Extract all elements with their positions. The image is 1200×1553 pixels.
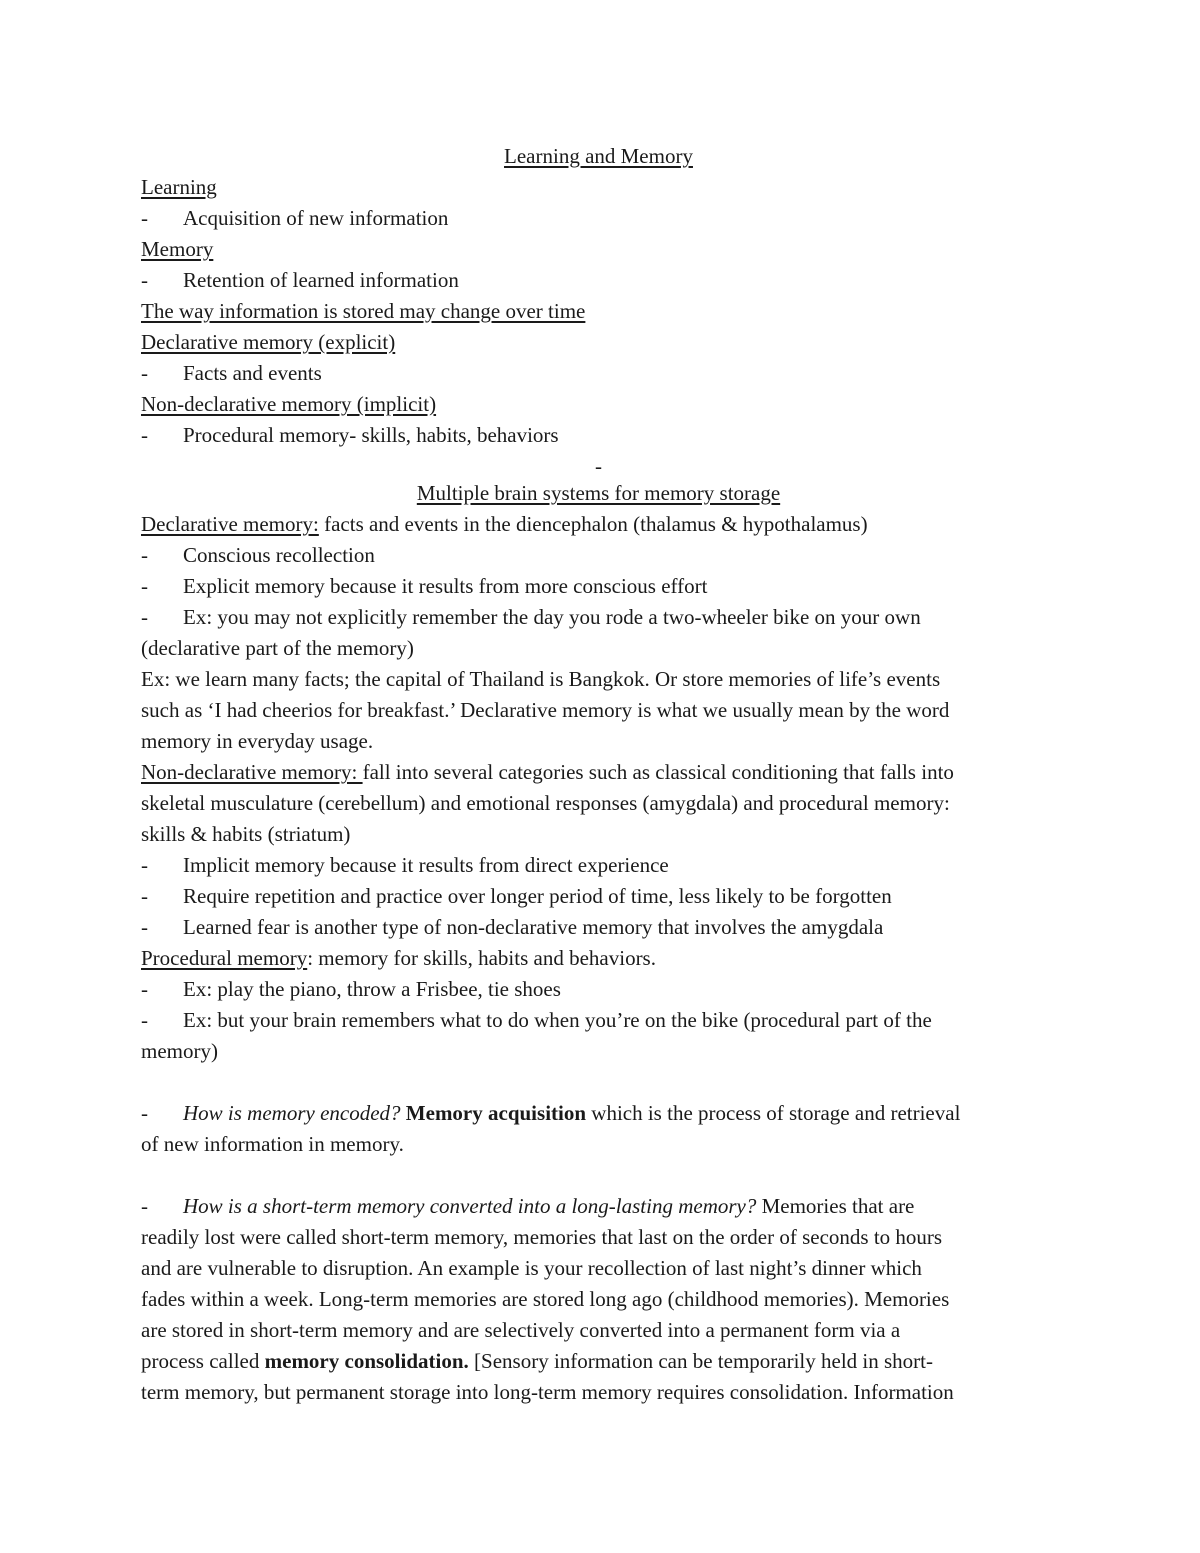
bullet-item	[141, 602, 1056, 633]
blank-line	[141, 1067, 1056, 1098]
heading-learning	[141, 172, 1056, 203]
paragraph-line: (declarative part of the memory)	[141, 636, 414, 660]
bullet-item	[141, 265, 1056, 296]
bullet-item	[141, 881, 1056, 912]
paragraph-line: term memory, but permanent storage into long-term memory requires consolidation. Information	[141, 1380, 954, 1404]
lone-dash	[141, 451, 1056, 478]
heading-memory	[141, 234, 1056, 265]
bullet-item	[141, 358, 1056, 389]
paragraph-line	[141, 1346, 1056, 1377]
blank-line	[141, 1160, 1056, 1191]
heading-storage	[141, 296, 1056, 327]
bullet-text: Procedural memory- skills, habits, behaviors	[183, 423, 559, 447]
bullet-item	[141, 571, 1056, 602]
bullet-dash: -	[141, 977, 148, 1001]
bullet-dash: -	[141, 1194, 148, 1218]
bullet-text: Conscious recollection	[183, 543, 375, 567]
bullet-item	[141, 1005, 1056, 1036]
term-label: Procedural memory	[141, 946, 308, 970]
bullet-text: Ex: play the piano, throw a Frisbee, tie shoes	[183, 977, 561, 1001]
term-text: fall into several categories such as classical conditioning that falls into	[362, 760, 954, 784]
bullet-text: Retention of learned information	[183, 268, 459, 292]
answer-text: Memories that are	[756, 1194, 915, 1218]
question-consolidation	[141, 1191, 1056, 1222]
paragraph-line: of new information in memory.	[141, 1132, 404, 1156]
paragraph-line: skeletal musculature (cerebellum) and emotional responses (amygdala) and procedural memory:	[141, 791, 950, 815]
text-run: [Sensory information can be temporarily held in short-	[468, 1349, 933, 1373]
paragraph-line: Ex: we learn many facts; the capital of Thailand is Bangkok. Or store memories of life’s events	[141, 667, 941, 691]
bullet-text: Ex: you may not explicitly remember the day you rode a two-wheeler bike on your own	[183, 605, 921, 629]
bullet-item	[141, 420, 1056, 451]
paragraph-line: memory)	[141, 1039, 218, 1063]
heading-nondeclarative-text: Non-declarative memory (implicit)	[141, 392, 437, 416]
section-heading	[141, 478, 1056, 509]
section-heading-text: Multiple brain systems for memory storage	[416, 481, 781, 505]
term-text: facts and events in the diencephalon (thalamus & hypothalamus)	[318, 512, 868, 536]
bullet-dash: -	[141, 423, 148, 447]
text-run: process called	[141, 1349, 265, 1373]
bullet-text: Explicit memory because it results from more conscious effort	[183, 574, 708, 598]
question-text: How is memory encoded?	[183, 1101, 401, 1125]
heading-nondeclarative	[141, 389, 1056, 420]
lone-dash-text: -	[595, 454, 602, 478]
heading-declarative	[141, 327, 1056, 358]
bullet-dash: -	[141, 268, 148, 292]
bullet-item	[141, 540, 1056, 571]
question-line	[183, 1098, 960, 1129]
paragraph-line: memory in everyday usage.	[141, 729, 374, 753]
bullet-text: Learned fear is another type of non-declarative memory that involves the amygdala	[183, 915, 884, 939]
term-label: Non-declarative memory:	[141, 760, 363, 784]
key-term: Memory acquisition	[405, 1101, 587, 1125]
answer-text: which is the process of storage and retrieval	[586, 1101, 961, 1125]
bullet-item	[141, 912, 1056, 943]
bullet-text: Facts and events	[183, 361, 322, 385]
bullet-dash: -	[141, 605, 148, 629]
page-title	[141, 141, 1056, 172]
heading-storage-text: The way information is stored may change over time	[141, 299, 586, 323]
procedural-definition	[141, 943, 1056, 974]
bullet-dash: -	[141, 361, 148, 385]
term-label: Declarative memory:	[141, 512, 319, 536]
key-term: memory consolidation.	[264, 1349, 469, 1373]
bullet-dash: -	[141, 574, 148, 598]
question-line	[183, 1191, 914, 1222]
bullet-item	[141, 203, 1056, 234]
bullet-item	[141, 850, 1056, 881]
bullet-text: Acquisition of new information	[183, 206, 449, 230]
paragraph-line: skills & habits (striatum)	[141, 822, 351, 846]
bullet-dash: -	[141, 1101, 148, 1125]
bullet-text: Ex: but your brain remembers what to do when you’re on the bike (procedural part of the	[183, 1008, 932, 1032]
paragraph-line: and are vulnerable to disruption. An example is your recollection of last night’s dinner which	[141, 1256, 922, 1280]
bullet-dash: -	[141, 543, 148, 567]
bullet-text: Implicit memory because it results from direct experience	[183, 853, 669, 877]
bullet-dash: -	[141, 1008, 148, 1032]
heading-memory-text: Memory	[141, 237, 214, 261]
bullet-text: Require repetition and practice over longer period of time, less likely to be forgotten	[183, 884, 892, 908]
declarative-definition	[141, 509, 1056, 540]
paragraph-line: such as ‘I had cheerios for breakfast.’ Declarative memory is what we usually mean by the word	[141, 698, 950, 722]
title-text: Learning and Memory	[504, 144, 693, 168]
heading-learning-text: Learning	[141, 175, 217, 199]
bullet-item	[141, 974, 1056, 1005]
question-text: How is a short-term memory converted into a long-lasting memory?	[183, 1194, 757, 1218]
heading-declarative-text: Declarative memory (explicit)	[141, 330, 396, 354]
paragraph-line: fades within a week. Long-term memories are stored long ago (childhood memories). Memories	[141, 1287, 950, 1311]
bullet-dash: -	[141, 915, 148, 939]
question-encoding	[141, 1098, 1056, 1129]
term-text: : memory for skills, habits and behaviors.	[307, 946, 656, 970]
bullet-dash: -	[141, 206, 148, 230]
document-page	[141, 141, 1056, 1408]
bullet-dash: -	[141, 853, 148, 877]
paragraph-line: readily lost were called short-term memory, memories that last on the order of seconds to hours	[141, 1225, 943, 1249]
bullet-dash: -	[141, 884, 148, 908]
paragraph-line: are stored in short-term memory and are selectively converted into a permanent form via a	[141, 1318, 901, 1342]
nondeclarative-definition	[141, 757, 1056, 788]
